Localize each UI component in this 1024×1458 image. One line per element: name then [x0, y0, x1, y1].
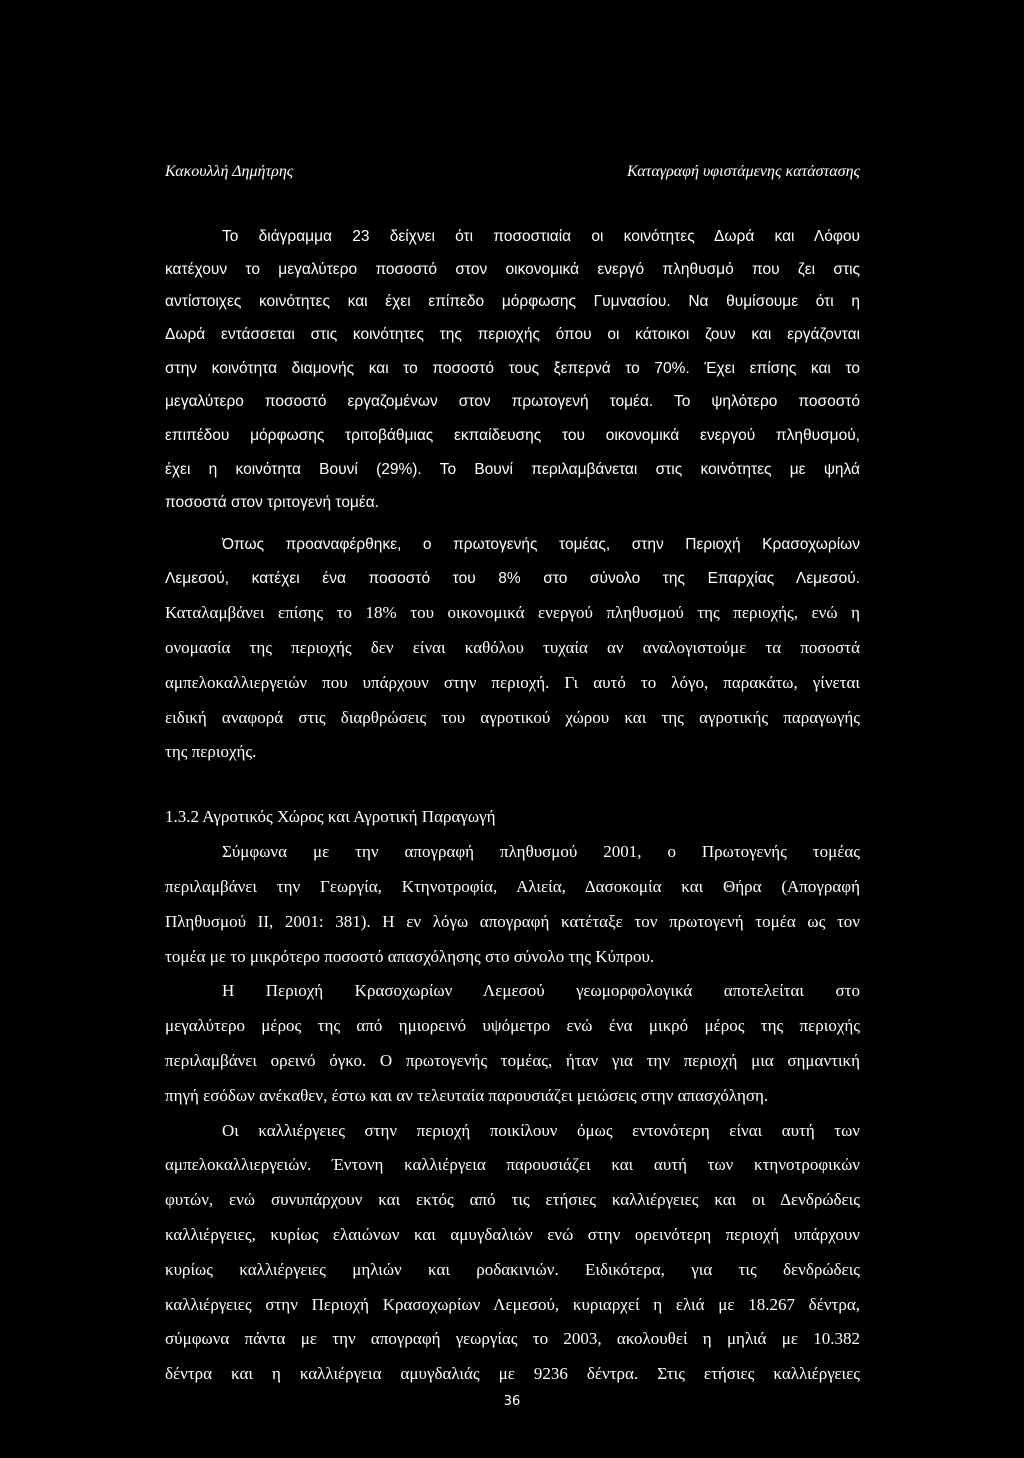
paragraph-line: κυρίως καλλιέργειες μηλιών και ροδακινιών. Ειδικότερα, για τις δενδρώδεις: [165, 1260, 860, 1279]
paragraph-line: πηγή εσόδων ανέκαθεν, έστω και αν τελευταία παρουσιάζει μειώσεις στην απασχόληση.: [165, 1086, 769, 1105]
paragraph-line: καλλιέργειες, κυρίως ελαιώνων και αμυγδαλιών ενώ στην ορεινότερη περιοχή υπάρχουν: [165, 1225, 860, 1244]
paragraph-line: Όπως προαναφέρθηκε, ο πρωτογενής τομέας, στην Περιοχή Κρασοχωρίων: [222, 536, 860, 553]
paragraph-line: κατέχουν το μεγαλύτερο ποσοστό στον οικονομικά ενεργό πληθυσμό που ζει στις: [165, 261, 860, 278]
paragraph-line: περιλαμβάνει ορεινό όγκο. Ο πρωτογενής τομέας, ήταν για την περιοχή μια σημαντική: [165, 1051, 860, 1070]
paragraph-line: ονομασία της περιοχής δεν είναι καθόλου τυχαία αν αναλογιστούμε τα ποσοστά: [165, 638, 860, 657]
page-number: 36: [503, 1394, 521, 1409]
paragraph-line: έχει η κοινότητα Βουνί (29%). Το Βουνί περιλαμβάνεται στις κοινότητες με ψηλά: [165, 461, 860, 478]
paragraph-line: Η Περιοχή Κρασοχωρίων Λεμεσού γεωμορφολογικά αποτελείται στο: [222, 981, 860, 1000]
section-heading: 1.3.2 Αγροτικός Χώρος και Αγροτική Παραγωγή: [165, 807, 496, 826]
paragraph-line: Οι καλλιέργειες στην περιοχή ποικίλουν όμως εντονότερη είναι αυτή των: [222, 1121, 860, 1140]
header-title: Καταγραφή υφιστάμενης κατάστασης: [627, 163, 860, 180]
paragraph-line: αντίστοιχες κοινότητες και έχει επίπεδο μόρφωσης Γυμνασίου. Να θυμίσουμε ότι η: [165, 293, 860, 310]
paragraph-line: αμπελοκαλλιεργειών. Έντονη καλλιέργεια παρουσιάζει και αυτή των κτηνοτροφικών: [165, 1155, 860, 1174]
paragraph-line: Καταλαμβάνει επίσης το 18% του οικονομικά ενεργού πληθυσμού της περιοχής, ενώ η: [165, 603, 860, 622]
paragraph-line: Πληθυσμού ΙΙ, 2001: 381). Η εν λόγω απογραφή κατέταξε τον πρωτογενή τομέα ως τον: [165, 912, 860, 931]
paragraph-line: φυτών, ενώ συνυπάρχουν και εκτός από τις ετήσιες καλλιέργειες και οι Δενδρώδεις: [165, 1190, 860, 1209]
paragraph-line: μεγαλύτερο μέρος της από ημιορεινό υψόμετρο ενώ ένα μικρό μέρος της περιοχής: [165, 1016, 860, 1035]
page-header: [165, 163, 860, 185]
header-author: Κακουλλή Δημήτρης: [165, 163, 294, 180]
paragraph-line: καλλιέργειες στην Περιοχή Κρασοχωρίων Λεμεσού, κυριαρχεί η ελιά με 18.267 δέντρα,: [165, 1295, 860, 1314]
paragraph-line: ειδική αναφορά στις διαρθρώσεις του αγροτικού χώρου και της αγροτικής παραγωγής: [165, 708, 860, 727]
paragraph-line: στην κοινότητα διαμονής και το ποσοστό τους ξεπερνά το 70%. Έχει επίσης και το: [165, 360, 860, 377]
paragraph-line: Δωρά εντάσσεται στις κοινότητες της περιοχής όπου οι κάτοικοι ζουν και εργάζονται: [165, 326, 860, 343]
paragraph-line: Λεμεσού, κατέχει ένα ποσοστό του 8% στο σύνολο της Επαρχίας Λεμεσού.: [165, 570, 860, 587]
paragraph-line: ποσοστά στον τριτογενή τομέα.: [165, 494, 380, 511]
paragraph-line: μεγαλύτερο ποσοστό εργαζομένων στον πρωτογενή τομέα. Το ψηλότερο ποσοστό: [165, 393, 860, 410]
paragraph-line: επιπέδου μόρφωσης τριτοβάθμιας εκπαίδευσης του οικονομικά ενεργού πληθυσμού,: [165, 427, 860, 444]
paragraph-line: Το διάγραμμα 23 δείχνει ότι ποσοστιαία οι κοινότητες Δωρά και Λόφου: [222, 228, 860, 245]
paragraph-line: Σύμφωνα με την απογραφή πληθυσμού 2001, ο Πρωτογενής τομέας: [222, 842, 860, 861]
paragraph-line: σύμφωνα πάντα με την απογραφή γεωργίας το 2003, ακολουθεί η μηλιά με 10.382: [165, 1329, 860, 1348]
paragraph-line: της περιοχής.: [165, 742, 257, 761]
paragraph-line: περιλαμβάνει την Γεωργία, Κτηνοτροφία, Αλιεία, Δασοκομία και Θήρα (Απογραφή: [165, 877, 860, 896]
paragraph-line: τομέα με το μικρότερο ποσοστό απασχόλησης στο σύνολο της Κύπρου.: [165, 947, 655, 966]
paragraph-line: αμπελοκαλλιεργειών που υπάρχουν στην περιοχή. Γι αυτό το λόγο, παρακάτω, γίνεται: [165, 673, 860, 692]
paragraph-line: δέντρα και η καλλιέργεια αμυγδαλιάς με 9236 δέντρα. Στις ετήσιες καλλιέργειες: [165, 1364, 860, 1383]
